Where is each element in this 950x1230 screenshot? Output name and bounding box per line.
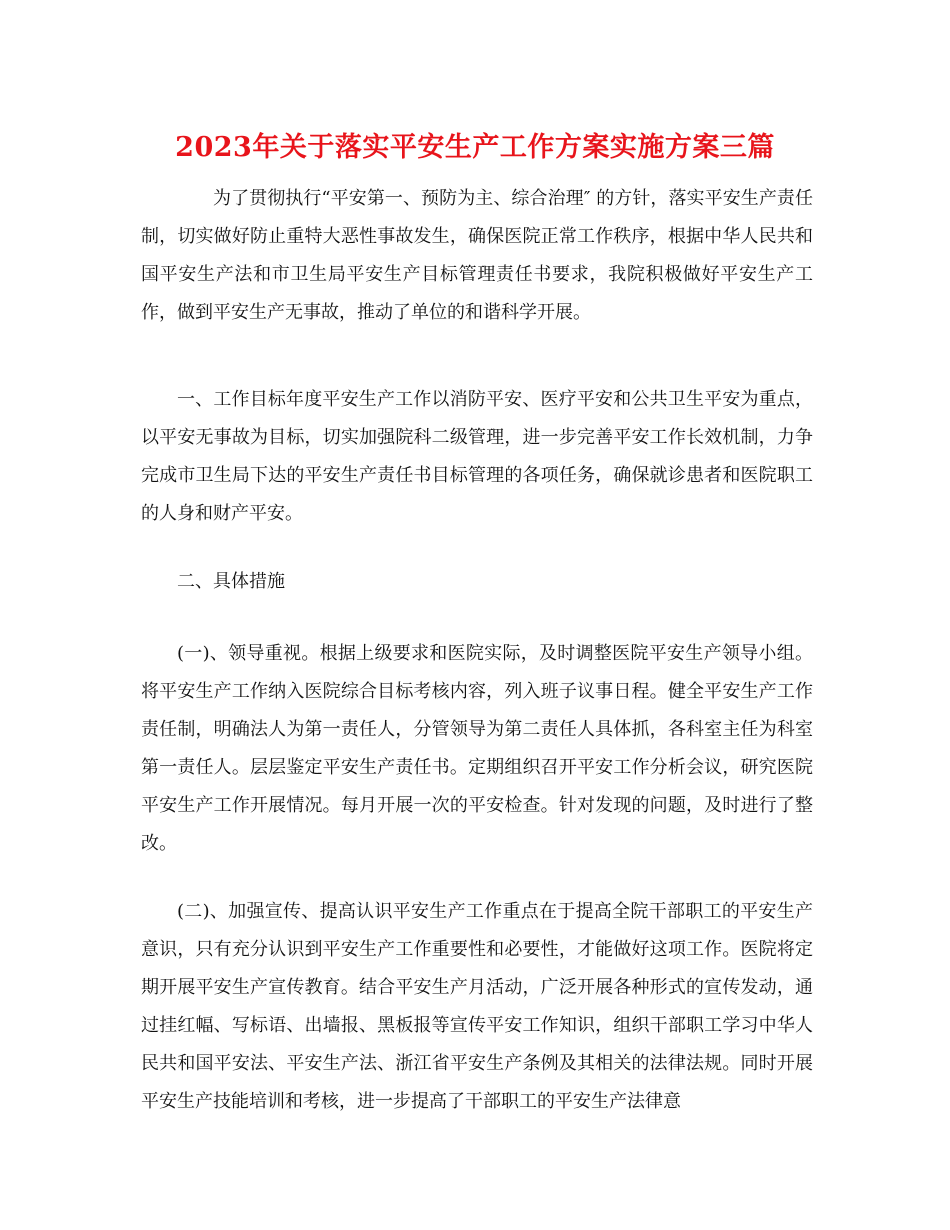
- work-goal-paragraph: 一、工作目标年度平安生产工作以消防平安、医疗平安和公共卫生平安为重点，以平安无事故为目标，切实加强院科二级管理，进一步完善平安工作长效机制，力争完成市卫生局下达的平安生产责任书目标管理的各项任务，确保就诊患者和医院职工的人身和财产平安。: [141, 389, 813, 524]
- publicity-paragraph: (二)、加强宣传、提高认识平安生产工作重点在于提高全院干部职工的平安生产意识，只有充分认识到平安生产工作重要性和必要性，才能做好这项工作。医院将定期开展平安生产宣传教育。结合平安生产月活动，广泛开展各种形式的宣传发动，通过挂红幅、写标语、出墙报、黑板报等宣传平安工作知识，组织干部职工学习中华人民共和国平安法、平安生产法、浙江省平安生产条例及其相关的法律法规。同时开展平安生产技能培训和考核，进一步提高了干部职工的平安生产法律意: [141, 901, 813, 1112]
- intro-paragraph: 为了贯彻执行“平安第一、预防为主、综合治理″ 的方针，落实平安生产责任制，切实做好防止重特大恶性事故发生，确保医院正常工作秩序，根据中华人民共和国平安生产法和市卫生局平安生产目标管理责任书要求，我院积极做好平安生产工作，做到平安生产无事故，推动了单位的和谐科学开展。: [141, 188, 813, 323]
- section-heading-measures: 二、具体措施: [177, 571, 285, 592]
- leadership-paragraph: (一)、领导重视。根据上级要求和医院实际，及时调整医院平安生产领导小组。将平安生产工作纳入医院综合目标考核内容，列入班子议事日程。健全平安生产工作责任制，明确法人为第一责任人，分管领导为第二责任人具体抓，各科室主任为科室第一责任人。层层鉴定平安生产责任书。定期组织召开平安工作分析会议，研究医院平安生产工作开展情况。每月开展一次的平安检查。针对发现的问题，及时进行了整改。: [141, 643, 813, 854]
- document-title: 2023年关于落实平安生产工作方案实施方案三篇: [175, 132, 775, 163]
